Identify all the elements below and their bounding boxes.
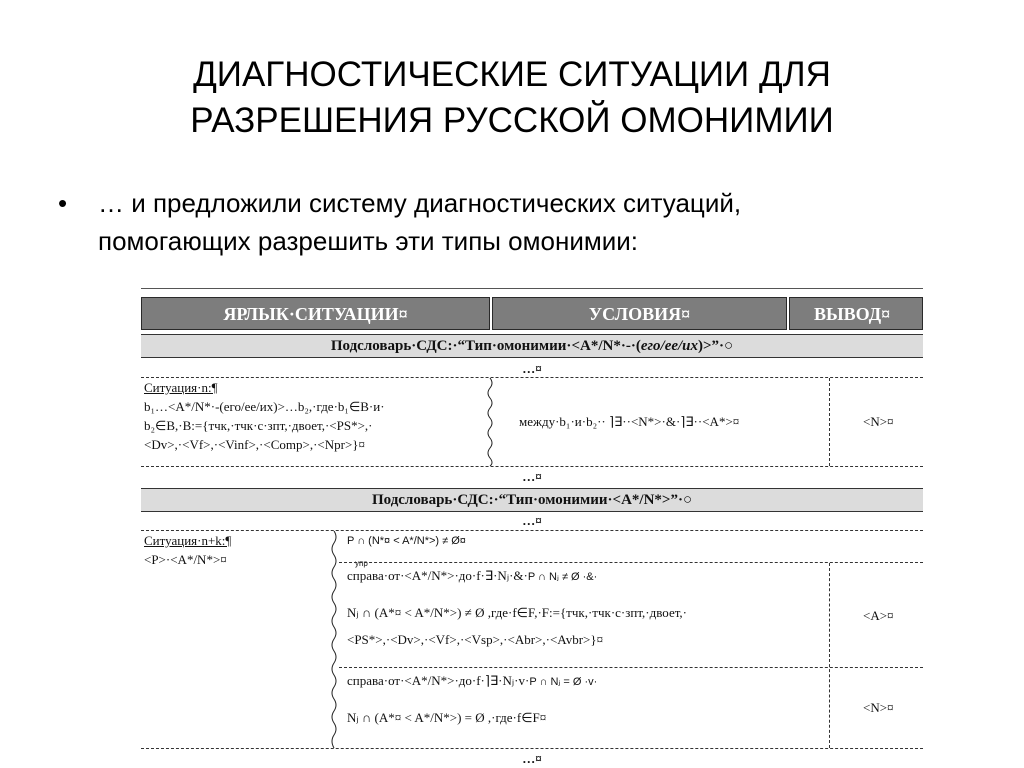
band1-prefix: Подсловарь·СДС:·“Тип·омонимии·<A*/N*·-·( — [330, 338, 641, 354]
cond-divider-1 — [339, 562, 923, 563]
cond2-line-1: справа·от·<A*/N*>·до·f·∃·Nⱼ·&· — [347, 568, 528, 583]
header-result-cell: ВЫВОД¤ — [789, 297, 923, 330]
situation-1-condition: между·b₁·и·b₂·· ⌉∃··<N*>·&·⌉∃··<A*>¤ — [519, 414, 740, 429]
situation-2-label-cell — [144, 531, 324, 569]
situation-2-sublabel: <P>·<A*/N*>¤ — [144, 552, 227, 567]
header-conditions-cell: УСЛОВИЯ¤ — [492, 297, 787, 330]
cond3-line-2: Nⱼ ∩ (A*¤ < A*/N*>) = Ø ,·где·f∈F¤ — [347, 710, 547, 725]
row-divider-4 — [141, 748, 923, 749]
bullet-item — [58, 184, 978, 260]
bullet-symbol: • — [58, 188, 68, 218]
ellipsis-row-4: …¤ — [522, 751, 542, 766]
subdictionary-band-1 — [141, 334, 923, 358]
situation-2-condition-2 — [347, 566, 847, 649]
subdictionary-band-2: Подсловарь·СДС:·“Тип·омонимии·<A*/N*>”·○ — [141, 488, 923, 512]
situation-2-condition-1: P ∩ (N*¤ < A*/N*>) ≠ Ø¤ $_{упр}$ — [347, 535, 466, 568]
wavy-divider-1 — [485, 378, 495, 466]
cond2-line-3: <PS*>,·<Dv>,·<Vf>,·<Vsp>,·<Abr>,·<Avbr>}¤ — [347, 632, 604, 647]
situation-table — [141, 288, 923, 768]
cond3-mid: P ∩ Nⱼ = Ø ·v· — [529, 676, 598, 688]
ellipsis-row-2: …¤ — [522, 469, 542, 484]
situation-1-title: Ситуация·n:¶ — [144, 380, 218, 395]
cond2-line-2: Nⱼ ∩ (A*¤ < A*/N*>) ≠ Ø ,где·f∈F,·F:={тчк,·тчк·с·зпт,·двоет,· — [347, 605, 688, 620]
situation-1-result: <N>¤ — [863, 414, 894, 429]
bullet-line-2: помогающих разрешить эти типы омонимии: — [98, 226, 639, 256]
header-label-cell: ЯРЛЫК·СИТУАЦИИ¤ — [141, 297, 490, 330]
situation-2-condition-3 — [347, 671, 847, 727]
situation-2-title: Ситуация·n+k:¶ — [144, 533, 232, 548]
band1-italic: его/ее/их — [640, 338, 699, 354]
ellipsis-row-3: …¤ — [522, 513, 542, 528]
situation-2-result-n: <N>¤ — [863, 700, 894, 715]
row-divider-2 — [141, 466, 923, 467]
ellipsis-row-1: …¤ — [522, 361, 542, 376]
title-line-2: РАЗРЕШЕНИЯ РУССКОЙ ОМОНИМИИ — [190, 101, 834, 140]
bullet-line-1: … и предложили систему диагностических ситуаций, — [98, 188, 742, 218]
table-top-border — [141, 288, 923, 289]
slide-title — [0, 52, 1024, 144]
cond3-line-1: справа·от·<A*/N*>·до·f·⌉∃·Nⱼ·v· — [347, 673, 530, 688]
title-line-1: ДИАГНОСТИЧЕСКИЕ СИТУАЦИИ ДЛЯ — [193, 55, 831, 94]
cond-divider-2 — [339, 667, 923, 668]
situation-1-line-1: b₁…<A*/N*·-(его/ее/их)>…b₂,·где·b₁∈B·и· — [144, 399, 385, 414]
bullet-text — [98, 184, 978, 260]
wavy-divider-2 — [329, 531, 339, 748]
situation-2-result-a: <A>¤ — [863, 608, 894, 623]
situation-1-line-3: <Dv>,·<Vf>,·<Vinf>,·<Comp>,·<Npr>}¤ — [144, 437, 366, 452]
band1-suffix: )>”·○ — [698, 338, 734, 354]
result-divider-1 — [829, 378, 830, 466]
cond2-mid: P ∩ Nⱼ ≠ Ø ·&· — [527, 571, 598, 583]
situation-1-label-cell — [144, 378, 489, 454]
situation-1-line-2: b₂∈B,·B:={тчк,·тчк·с·зпт,·двоет,·<PS*>,· — [144, 418, 373, 433]
